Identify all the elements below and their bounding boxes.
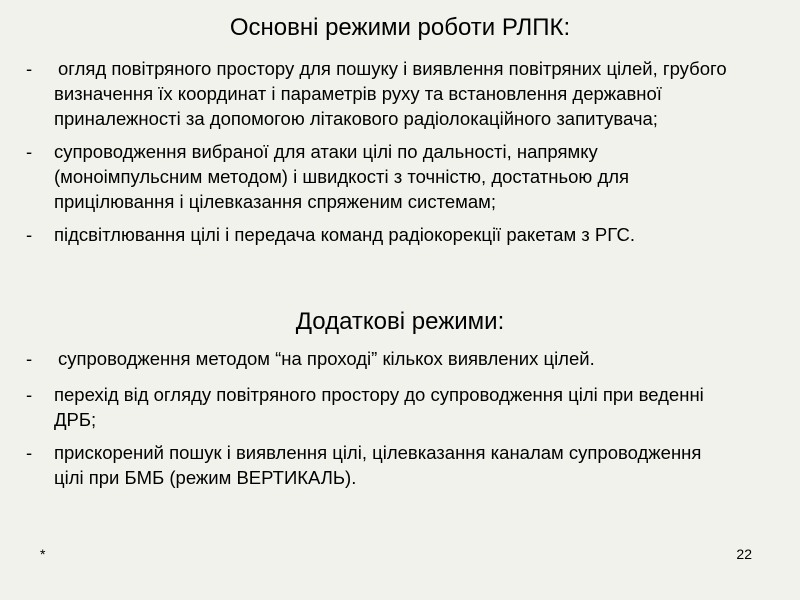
page-number: 22	[736, 546, 752, 562]
list-item-text: прискорений пошук і виявлення цілі, цілевказання каналам супроводження цілі при БМБ (режим ВЕРТИКАЛЬ).	[54, 442, 702, 488]
list-item-text: супроводження вибраної для атаки цілі по дальності, напрямку (моноімпульсним методом) і швидкості з точністю, достатньою для прицілювання і цілевказання спряженим системам;	[54, 141, 630, 212]
list-item	[0, 440, 735, 490]
bullet-dash: -	[26, 442, 33, 463]
list-item-text: огляд повітряного простору для пошуку і виявлення повітряних цілей, грубого визначення їх координат і параметрів руху та встановлення державної приналежності за допомогою літакового радіолокаційного запитувача;	[54, 58, 727, 129]
bullet-dash: -	[26, 224, 33, 245]
list-item	[0, 139, 735, 214]
footer-star: *	[40, 546, 46, 562]
list-item	[0, 56, 735, 131]
list-item-text: підсвітлювання цілі і передача команд радіокорекції ракетам з РГС.	[54, 224, 635, 245]
bullet-dash: -	[26, 384, 33, 405]
list-item	[0, 222, 735, 247]
bullet-dash: -	[26, 141, 33, 162]
main-modes-list	[0, 56, 735, 247]
list-item-text: супроводження методом “на проході” кількох виявлених цілей.	[58, 348, 595, 369]
extra-modes-list	[0, 346, 735, 490]
list-item	[0, 346, 735, 371]
list-item	[0, 382, 735, 432]
extra-modes-heading: Додаткові режими:	[295, 308, 505, 335]
bullet-dash: -	[26, 58, 33, 79]
list-item-text: перехід від огляду повітряного простору до супроводження цілі при веденні ДРБ;	[54, 384, 704, 430]
main-modes-heading: Основні режими роботи РЛПК:	[229, 14, 571, 41]
bullet-dash: -	[26, 348, 33, 369]
